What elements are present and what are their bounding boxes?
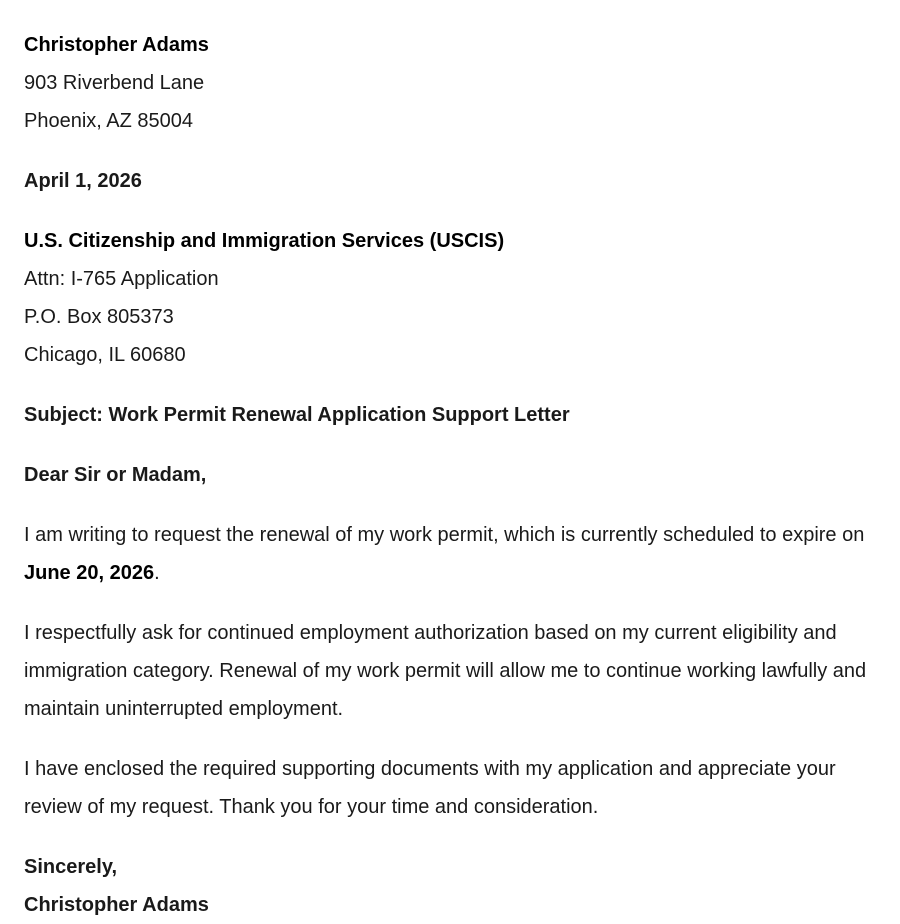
paragraph-1-text-tail: . — [154, 562, 160, 584]
permit-expiration-date: June 20, 2026 — [24, 562, 155, 584]
body-paragraph-1 — [24, 516, 876, 592]
sender-name: Christopher Adams — [24, 34, 209, 56]
closing-block — [24, 848, 876, 924]
subject-line: Subject: Work Permit Renewal Application Support Letter — [24, 404, 570, 426]
letter-body — [24, 26, 876, 924]
sender-city-state-zip: Phoenix, AZ 85004 — [24, 110, 194, 132]
recipient-attention: Attn: I-765 Application — [24, 268, 219, 290]
body-paragraph-3: I have enclosed the required supporting documents with my application and appreciate your review of my request. Thank you for your time and consideration. — [24, 758, 836, 818]
sender-street: 903 Riverbend Lane — [24, 72, 205, 94]
sender-address-block — [24, 26, 876, 140]
valediction: Sincerely, — [24, 856, 118, 878]
recipient-address-block — [24, 222, 876, 374]
salutation: Dear Sir or Madam, — [24, 464, 207, 486]
recipient-po-box: P.O. Box 805373 — [24, 306, 174, 328]
letter-date: April 1, 2026 — [24, 170, 142, 192]
recipient-city-state-zip: Chicago, IL 60680 — [24, 344, 186, 366]
recipient-organization: U.S. Citizenship and Immigration Services (USCIS) — [24, 230, 505, 252]
paragraph-1-text-lead: I am writing to request the renewal of my work permit, which is currently scheduled to expire on — [24, 524, 865, 546]
body-paragraph-2: I respectfully ask for continued employment authorization based on my current eligibility and immigration category. Renewal of my work permit will allow me to continue working lawfully and maintain uninterrupted employment. — [24, 622, 867, 720]
signature-name: Christopher Adams — [24, 894, 209, 916]
